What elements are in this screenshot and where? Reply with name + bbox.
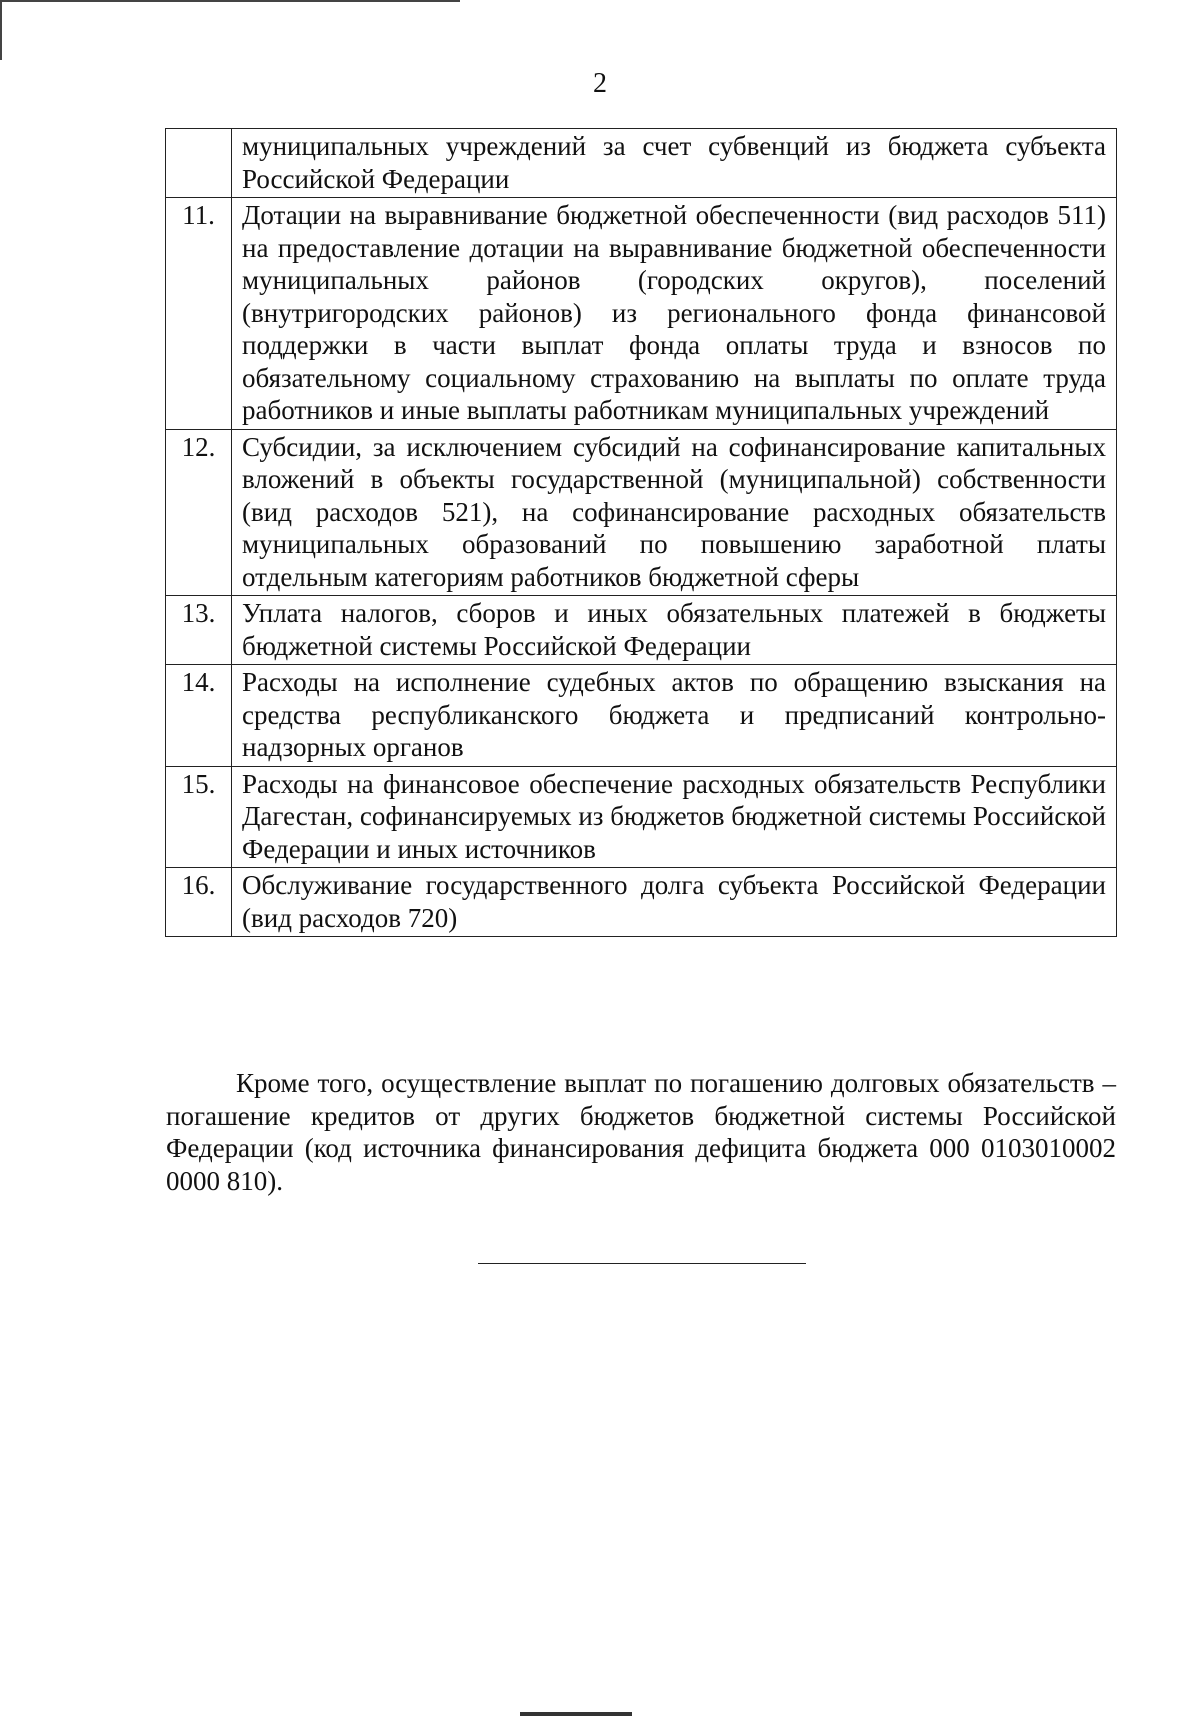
table-row — [166, 665, 1117, 767]
end-rule — [478, 1263, 806, 1264]
table-row — [166, 129, 1117, 198]
row-number: 13. — [166, 596, 232, 665]
page-number: 2 — [593, 68, 607, 99]
scan-edge-top — [0, 0, 460, 2]
bottom-mark — [520, 1712, 632, 1716]
row-number — [166, 129, 232, 198]
row-text: Расходы на финансовое обеспечение расходных обязательств Республики Дагестан, софинансируемых из бюджетов бюджетной системы Российской Федерации и иных источников — [232, 766, 1117, 868]
table-row — [166, 596, 1117, 665]
row-number: 16. — [166, 868, 232, 937]
note-paragraph: Кроме того, осуществление выплат по погашению долговых обязательств – погашение кредитов от других бюджетов бюджетной системы Российской Федерации (код источника финансирования дефицита бюджета 000 0103010002 0000 810). — [166, 1068, 1116, 1196]
row-text: Дотации на выравнивание бюджетной обеспеченности (вид расходов 511) на предоставление дотации на выравнивание бюджетной обеспеченности муниципальных районов (городских округов), поселений (внутригородских районов) из регионального фонда финансовой поддержки в части выплат фонда оплаты труда и взносов по обязательному социальному страхованию на выплаты по оплате труда работников и иные выплаты работникам муниципальных учреждений — [232, 198, 1117, 430]
row-number: 14. — [166, 665, 232, 767]
table-row — [166, 429, 1117, 596]
row-text: Расходы на исполнение судебных актов по обращению взыскания на средства республиканского бюджета и предписаний контрольно-надзорных органов — [232, 665, 1117, 767]
row-text: Субсидии, за исключением субсидий на софинансирование капитальных вложений в объекты государственной (муниципальной) собственности (вид расходов 521), на софинансирование расходных обязательств муниципальных образований по повышению заработной платы отдельным категориям работников бюджетной сферы — [232, 429, 1117, 596]
row-text: муниципальных учреждений за счет субвенций из бюджета субъекта Российской Федерации — [232, 129, 1117, 198]
expense-table — [165, 128, 1117, 937]
row-number: 12. — [166, 429, 232, 596]
row-text: Обслуживание государственного долга субъекта Российской Федерации (вид расходов 720) — [232, 868, 1117, 937]
row-number: 15. — [166, 766, 232, 868]
table-row — [166, 198, 1117, 430]
scan-edge-left — [0, 0, 2, 60]
row-number: 11. — [166, 198, 232, 430]
table-row — [166, 766, 1117, 868]
row-text: Уплата налогов, сборов и иных обязательных платежей в бюджеты бюджетной системы Российской Федерации — [232, 596, 1117, 665]
table-row — [166, 868, 1117, 937]
